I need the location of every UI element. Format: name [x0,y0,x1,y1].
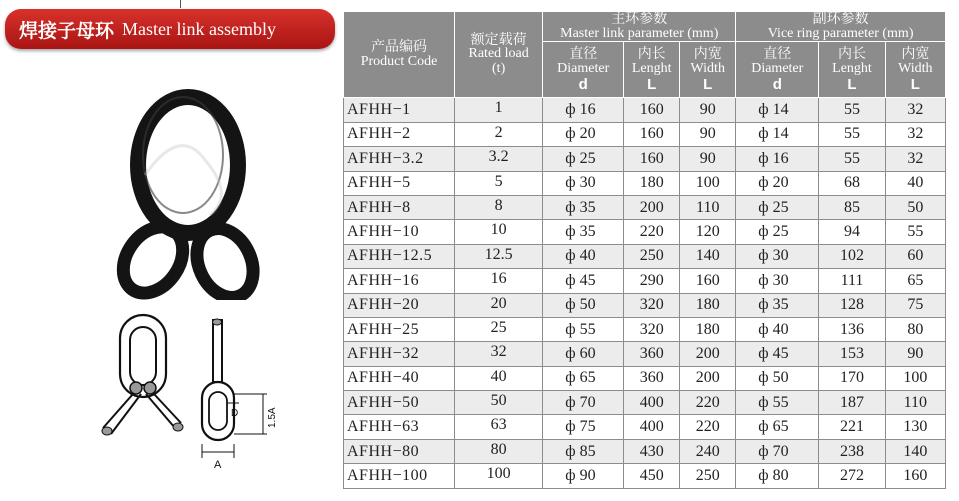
cell-master-diameter: ф 75 [543,415,624,439]
table-row [344,269,946,293]
cell-code: AFHH−40 [344,366,455,390]
table-row [344,439,946,463]
vice-ring-right [186,219,264,300]
table-row [344,415,946,439]
cell-vice-diameter: ф 30 [736,244,819,268]
cell-vice-width: 90 [885,342,945,366]
cell-master-width: 140 [680,244,736,268]
dim-label-h: 1.5A [267,407,278,428]
cell-vice-diameter: ф 25 [736,220,819,244]
cell-master-width: 100 [680,171,736,195]
cell-vice-width: 130 [885,415,945,439]
table-row [344,293,946,317]
cell-load: 10 [455,220,543,244]
master-link-photo [85,85,290,300]
cell-vice-width: 110 [885,391,945,415]
outline-side-bar [213,320,222,382]
cell-vice-width: 140 [885,439,945,463]
cell-master-width: 220 [680,415,736,439]
header-master-diameter: 直径 Diameter d [543,42,624,98]
cell-code: AFHH−3.2 [344,147,455,171]
cell-master-width: 160 [680,269,736,293]
table-row [344,147,946,171]
table-row [344,98,946,122]
cell-master-diameter: ф 60 [543,342,624,366]
cell-load: 50 [455,391,543,415]
cell-code: AFHH−10 [344,220,455,244]
cell-master-diameter: ф 16 [543,98,624,122]
cell-master-diameter: ф 40 [543,244,624,268]
cell-load: 12.5 [455,244,543,268]
cell-master-diameter: ф 85 [543,439,624,463]
cell-vice-width: 32 [885,122,945,146]
dim-label-a: A [214,459,222,471]
cell-vice-diameter: ф 45 [736,342,819,366]
cell-master-length: 180 [624,171,680,195]
cell-vice-width: 55 [885,220,945,244]
dimension-diagram [95,310,305,485]
cell-master-width: 180 [680,293,736,317]
cell-master-diameter: ф 45 [543,269,624,293]
title-english: Master link assembly [122,18,276,39]
cell-vice-diameter: ф 50 [736,366,819,390]
cell-vice-length: 55 [819,98,885,122]
cell-master-width: 110 [680,195,736,219]
cell-master-length: 160 [624,122,680,146]
table-row [344,366,946,390]
cell-vice-length: 238 [819,439,885,463]
cell-master-width: 200 [680,342,736,366]
table-row [344,464,946,488]
table-row [344,122,946,146]
header-vice-ring: 副环参数 Vice ring parameter (mm) [736,12,946,42]
cell-code: AFHH−2 [344,122,455,146]
cell-code: AFHH−32 [344,342,455,366]
cell-master-length: 200 [624,195,680,219]
header-master-link: 主环参数 Master link parameter (mm) [543,12,736,42]
outline-weld-left [130,382,142,394]
cell-vice-length: 68 [819,171,885,195]
cell-load: 8 [455,195,543,219]
table-row [344,195,946,219]
cell-master-width: 90 [680,98,736,122]
cell-master-diameter: ф 50 [543,293,624,317]
top-tick-mark [180,0,181,8]
cell-vice-length: 272 [819,464,885,488]
cell-vice-diameter: ф 20 [736,171,819,195]
header-master-width: 内宽 Width L [680,42,736,98]
table-row [344,391,946,415]
cell-vice-length: 94 [819,220,885,244]
cell-load: 100 [455,464,543,488]
cell-master-length: 400 [624,391,680,415]
cell-load: 63 [455,415,543,439]
cell-code: AFHH−16 [344,269,455,293]
cell-master-length: 360 [624,342,680,366]
cell-master-diameter: ф 65 [543,366,624,390]
cell-vice-diameter: ф 55 [736,391,819,415]
cell-vice-width: 100 [885,366,945,390]
cell-master-length: 160 [624,147,680,171]
cell-master-width: 200 [680,366,736,390]
cell-load: 2 [455,122,543,146]
cell-vice-length: 55 [819,147,885,171]
cell-vice-length: 221 [819,415,885,439]
cell-vice-width: 75 [885,293,945,317]
header-master-length: 内长 Lenght L [624,42,680,98]
outline-vice-ring [202,382,234,440]
title-chinese: 焊接子母环 [19,19,115,42]
cell-vice-length: 85 [819,195,885,219]
cell-vice-width: 65 [885,269,945,293]
cell-vice-width: 80 [885,317,945,341]
header-vice-width: 内宽 Width L [885,42,945,98]
cell-vice-length: 153 [819,342,885,366]
cell-code: AFHH−12.5 [344,244,455,268]
cell-vice-diameter: ф 40 [736,317,819,341]
dim-label-d: D [231,408,239,419]
cell-master-length: 320 [624,293,680,317]
cell-master-length: 160 [624,98,680,122]
cell-code: AFHH−1 [344,98,455,122]
cell-code: AFHH−5 [344,171,455,195]
header-rated-load: 额定载荷 Rated load (t) [455,12,543,98]
cell-vice-length: 111 [819,269,885,293]
cell-load: 1 [455,98,543,122]
cell-master-diameter: ф 55 [543,317,624,341]
cell-code: AFHH−20 [344,293,455,317]
cell-master-diameter: ф 90 [543,464,624,488]
cell-master-width: 90 [680,147,736,171]
cell-master-width: 220 [680,391,736,415]
title-banner [5,9,335,49]
cell-load: 80 [455,439,543,463]
cell-vice-width: 40 [885,171,945,195]
cell-master-diameter: ф 30 [543,171,624,195]
outline-weld-right [144,382,156,394]
header-vice-diameter: 直径 Diameter d [736,42,819,98]
cell-master-length: 400 [624,415,680,439]
cell-code: AFHH−8 [344,195,455,219]
cell-vice-length: 102 [819,244,885,268]
table-row [344,244,946,268]
cell-code: AFHH−100 [344,464,455,488]
cell-load: 25 [455,317,543,341]
cell-master-width: 250 [680,464,736,488]
header-vice-length: 内长 Lenght L [819,42,885,98]
cell-master-diameter: ф 70 [543,391,624,415]
cell-vice-width: 32 [885,98,945,122]
cell-master-length: 320 [624,317,680,341]
cell-code: AFHH−25 [344,317,455,341]
cell-master-diameter: ф 35 [543,220,624,244]
header-product-code: 产品编码 Product Code [344,12,455,98]
cell-load: 3.2 [455,147,543,171]
spec-table [343,11,946,489]
cell-master-width: 240 [680,439,736,463]
cell-load: 40 [455,366,543,390]
cell-vice-diameter: ф 25 [736,195,819,219]
cell-vice-length: 55 [819,122,885,146]
cell-load: 20 [455,293,543,317]
cell-master-length: 450 [624,464,680,488]
cell-vice-diameter: ф 35 [736,293,819,317]
cell-vice-width: 160 [885,464,945,488]
cell-load: 5 [455,171,543,195]
cell-vice-diameter: ф 70 [736,439,819,463]
cell-load: 32 [455,342,543,366]
cell-vice-diameter: ф 16 [736,147,819,171]
table-row [344,171,946,195]
cell-vice-length: 128 [819,293,885,317]
cell-master-length: 290 [624,269,680,293]
cell-code: AFHH−63 [344,415,455,439]
cell-vice-diameter: ф 80 [736,464,819,488]
table-row [344,342,946,366]
cell-master-length: 360 [624,366,680,390]
cell-vice-length: 136 [819,317,885,341]
cell-master-diameter: ф 25 [543,147,624,171]
cell-vice-width: 60 [885,244,945,268]
cell-vice-width: 32 [885,147,945,171]
table-row [344,317,946,341]
cell-code: AFHH−50 [344,391,455,415]
cell-vice-length: 187 [819,391,885,415]
cell-master-width: 90 [680,122,736,146]
cell-master-diameter: ф 35 [543,195,624,219]
cell-code: AFHH−80 [344,439,455,463]
cell-vice-diameter: ф 14 [736,122,819,146]
cell-master-length: 220 [624,220,680,244]
cell-master-length: 250 [624,244,680,268]
cell-master-diameter: ф 20 [543,122,624,146]
cell-load: 16 [455,269,543,293]
cell-master-width: 180 [680,317,736,341]
table-row [344,220,946,244]
cell-master-width: 120 [680,220,736,244]
cell-vice-diameter: ф 30 [736,269,819,293]
cell-vice-diameter: ф 65 [736,415,819,439]
cell-vice-diameter: ф 14 [736,98,819,122]
cell-vice-width: 50 [885,195,945,219]
cell-master-length: 430 [624,439,680,463]
cell-vice-length: 170 [819,366,885,390]
